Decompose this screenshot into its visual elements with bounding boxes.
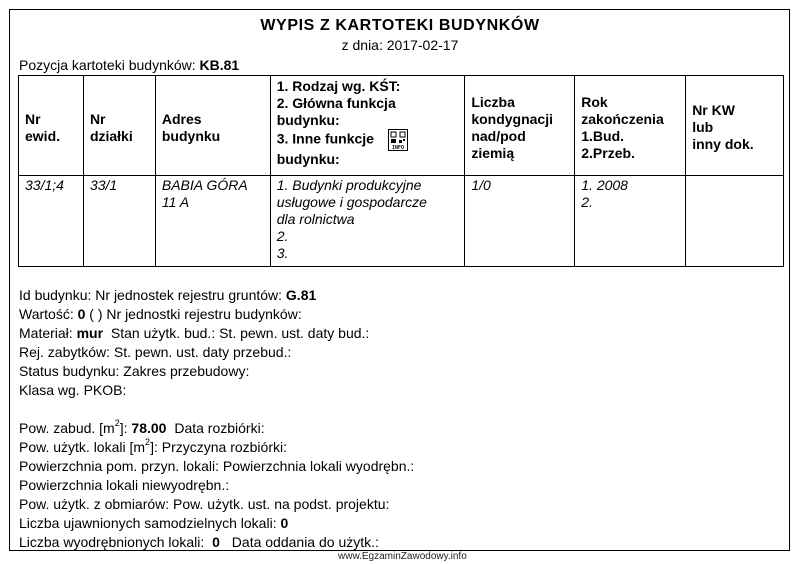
header-nr-ewid: Nr ewid. xyxy=(19,76,84,176)
detail-rej-zabytkow: Rej. zabytków: St. pewn. ust. daty przebud.: xyxy=(19,344,292,360)
detail-powierzchnia-pom: Powierzchnia pom. przyn. lokali: Powierzchnia lokali wyodrębn.: xyxy=(19,458,415,474)
detail-id: Id budynku: Nr jednostek rejestru gruntów: G.81 xyxy=(19,287,317,303)
detail-wartosc: Wartość: 0 ( ) Nr jednostki rejestru budynków: xyxy=(19,306,302,322)
watermark: www.EgzaminZawodowy.info xyxy=(338,551,467,562)
header-nr-dzialki: Nr działki xyxy=(83,76,155,176)
cell-kw xyxy=(686,176,784,267)
cell-nr-dzialki: 33/1 xyxy=(83,176,155,267)
detail-pow-zabud: Pow. zabud. $[m^2]$: 78.00 Data rozbiórki: xyxy=(19,418,265,436)
cell-nr-ewid: 33/1;4 xyxy=(19,176,84,267)
building-details xyxy=(19,286,414,552)
document-title: WYPIS Z KARTOTEKI BUDYNKÓW xyxy=(260,17,540,34)
header-rodzaj: 1. Rodzaj wg. KŚT: 2. Główna funkcja budynku: 3. Inne funkcje INFO budynku: xyxy=(270,76,465,176)
document-date: z dnia: 2017-02-17 xyxy=(341,37,459,53)
table-header-row xyxy=(19,76,784,176)
detail-wyodrebnionych: Liczba wyodrębnionych lokali: 0 Data oddania do użytk.: xyxy=(19,534,379,550)
header-adres: Adres budynku xyxy=(155,76,270,176)
detail-ujawnionych: Liczba ujawnionych samodzielnych lokali: 0 xyxy=(19,515,289,531)
detail-pow-obmiar: Pow. użytk. z obmiarów: Pow. użytk. ust. na podst. projektu: xyxy=(19,496,390,512)
info-icon[interactable] xyxy=(388,129,408,151)
detail-id-value: G.81 xyxy=(285,287,317,303)
card-position-label: Pozycja kartoteki budynków: xyxy=(19,57,196,73)
detail-powierzchnia-niewyodr: Powierzchnia lokali niewyodrębn.: xyxy=(19,477,230,493)
header-rok: Rok zakończenia 1.Bud. 2.Przeb. xyxy=(575,76,686,176)
detail-status: Status budynku: Zakres przebudowy: xyxy=(19,363,250,379)
svg-text:INFO: INFO xyxy=(391,145,404,151)
detail-pow-uzytk: Pow. użytk. lokali $[m^2]$: Przyczyna rozbiórki: xyxy=(19,437,287,455)
card-position-value: KB.81 xyxy=(199,57,240,73)
building-table xyxy=(18,75,784,267)
table-row xyxy=(19,176,784,267)
cell-rok: 1. 2008 2. xyxy=(575,176,686,267)
card-position xyxy=(19,57,239,73)
cell-rodzaj: 1. Budynki produkcyjne usługowe i gospodarcze dla rolnictwa 2. 3. xyxy=(270,176,465,267)
cell-kondygnacje: 1/0 xyxy=(465,176,575,267)
header-kondygnacje: Liczba kondygnacji nad/pod ziemią xyxy=(465,76,575,176)
detail-material: Materiał: mur Stan użytk. bud.: St. pewn. ust. daty bud.: xyxy=(19,325,370,341)
detail-klasa: Klasa wg. PKOB: xyxy=(19,382,127,398)
cell-adres: BABIA GÓRA 11 A xyxy=(155,176,270,267)
header-kw: Nr KW lub inny dok. xyxy=(686,76,784,176)
